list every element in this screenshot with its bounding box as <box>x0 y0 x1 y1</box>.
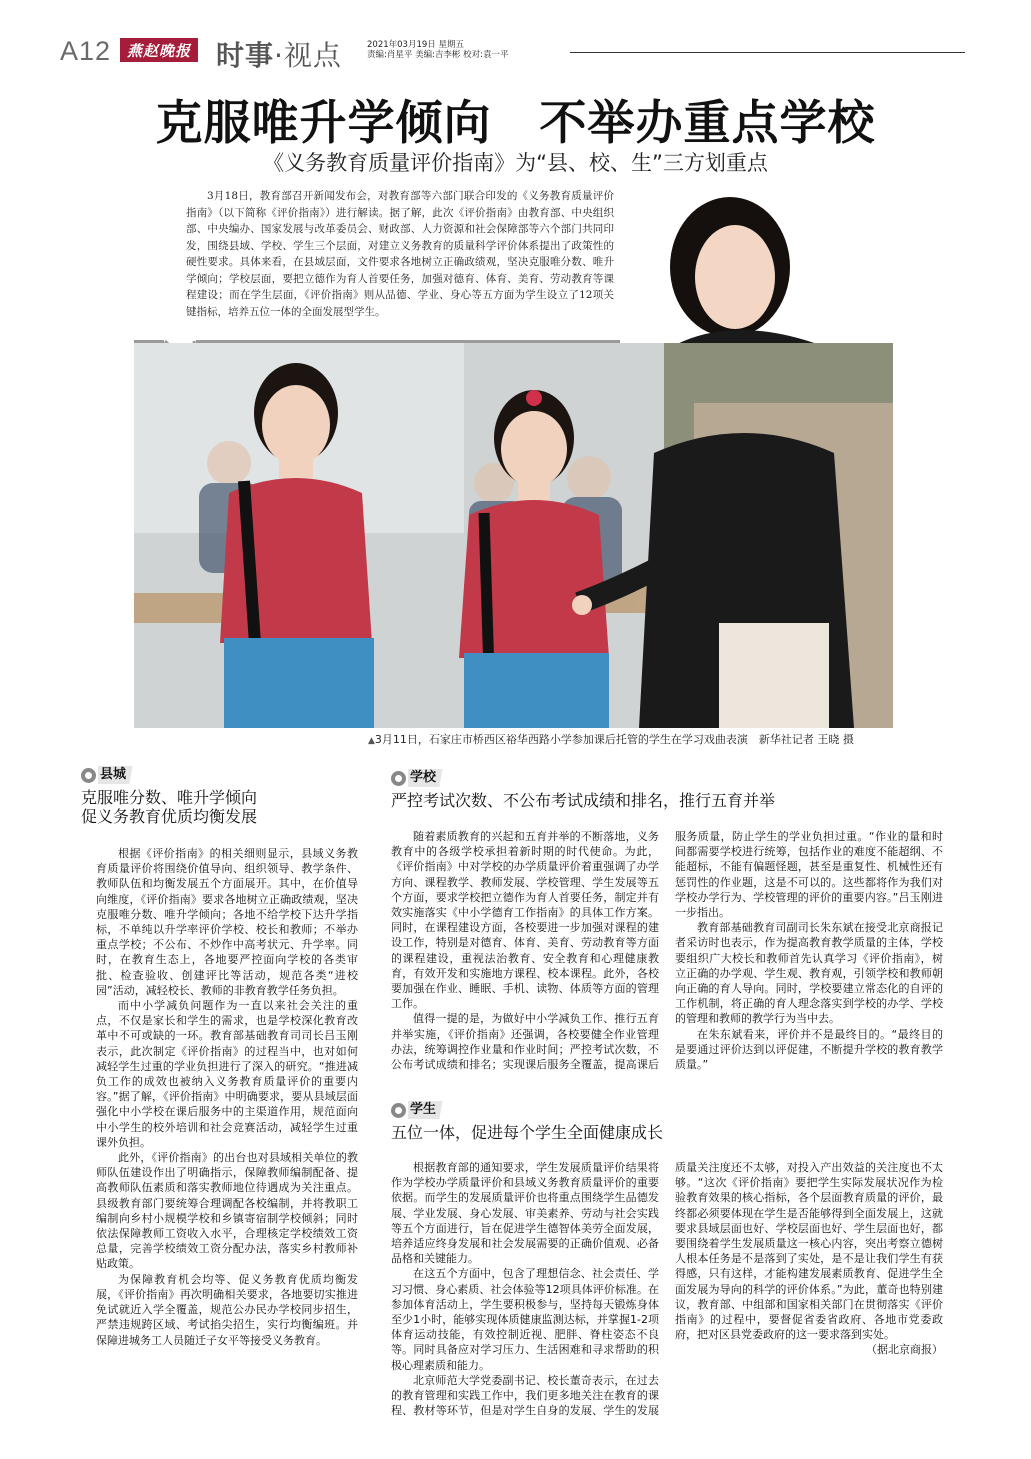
subheadline: 《义务教育质量评价指南》为“县、校、生”三方划重点 <box>263 151 768 175</box>
paragraph: 为保障教育机会均等、促义务教育优质均衡发展，《评价指南》再次明确相关要求，各地要切实推进免试就近入学全覆盖，规范公办民办学校同步招生，严禁违规跨区域、考试掐尖招生，实行均衡编班。并保障进城务工人员随迁子女平等接受义务教育。 <box>96 1272 358 1347</box>
paragraph: 在朱东斌看来，评价并不是最终目的。“最终目的是要通过评价达到以评促建，不断提升学校的教育教学质量。” <box>675 1027 943 1072</box>
section-tag-label: 学生 <box>408 1101 448 1119</box>
news-photo <box>134 343 893 728</box>
page-number: A12 <box>60 36 112 66</box>
ring-icon <box>391 771 406 786</box>
masthead <box>60 28 965 72</box>
credit: （据北京商报） <box>866 1343 943 1357</box>
section-tag-county <box>81 765 138 785</box>
section-tag-label: 县城 <box>98 766 138 784</box>
article-columns-student <box>391 1160 943 1422</box>
paragraph: 此外，《评价指南》的出台也对县域相关单位的教师队伍建设作出了明确指示，保障教师编制配备、提高教师队伍素质和落实教师地位待遇成为关注重点。县级教育部门要统筹合理调配各校编制，并将教职工编制向乡村小规模学校和乡镇寄宿制学校倾斜；同时依法保障教师工资收入水平，合理核定学校绩效工资总量，完善学校绩效工资分配办法，落实乡村教师补贴政策。 <box>96 1151 358 1271</box>
section-title-line: 严控考试次数、不公布考试成绩和排名，推行五育并举 <box>391 791 776 810</box>
ring-icon <box>391 1103 406 1118</box>
paragraph: 北京师范大学党委副书记、校长董奇表示，在过去的教育管理和实践工作中，我们更多地关注在教育的课程、教材等环节，但是对学生自身的发展、学生的发展质量关注度还不太够，对投入产出效益的关注度也不太够。“这次《评价指南》要把学生实际发展状况作为检验教育效果的核心指标，各个层面教育质量的评价，最终都必须要体现在学生是否能够得到全面发展上，这就要求县域层面也好、学校层面也好、学生层面也好，都要围绕着学生发展质量这一核心内容，突出考察立德树人根本任务是不是落到了实处，是不是让我们学生有获得感，只有这样，才能构建发展素质教育、促进学生全面发展为导向的科学的评价体系。”为此，董奇也特别建议，教育部、中组部和国家相关部门在贯彻落实《评价指南》的过程中，要督促省委省政府、各地市党委政府，把对区县党委政府的这一要求落到实处。 <box>391 1161 943 1418</box>
paragraph: 而中小学减负问题作为一直以来社会关注的重点，不仅是家长和学生的需求，也是学校深化教育改革中不可或缺的一环。教育部基础教育司司长吕玉刚表示，此次制定《评价指南》的过程当中，也对如何减轻学生过重的学业负担进行了深入的研究。“推进减负工作的成效也被纳入义务教育质量评价的重要内容。”据了解，《评价指南》中明确要求，要从县域层面强化中小学校在课后服务中的主渠道作用，规范面向中小学生的校外培训和社会竞赛活动，减轻学生过重课外负担。 <box>96 999 358 1149</box>
section-title-student <box>391 1123 681 1142</box>
section-tag-label: 学校 <box>408 769 448 787</box>
paragraph: 根据《评价指南》的相关细则显示，县域义务教育质量评价将围绕价值导向、组织领导、教学条件、教师队伍和均衡发展五个方面展开。其中，在价值导向维度，《评价指南》要求各地树立正确政绩观，坚决克服唯分数、唯升学倾向；各地不给学校下达升学指标，不单纯以升学率评价学校、校长和教师；不举办重点学校；不公布、不炒作中高考状元、升学率。同时，在教育生态上，各地要严控面向学校的各类审批、检查验收、创建评比等活动，规范各类“进校园”活动，减轻校长、教师的非教育教学任务负担。 <box>96 847 358 997</box>
staff-credits: 责编:肖星平 美编:吉李彬 校对:袁一平 <box>367 50 509 60</box>
photo-caption <box>368 731 854 747</box>
header-rule <box>570 52 965 53</box>
newspaper-logo: 燕赵晚报 <box>120 38 198 62</box>
section-tag-school <box>391 768 448 788</box>
issue-date: 2021年03月19日 星期五 <box>367 40 464 50</box>
paragraph: 值得一提的是，为做好中小学减负工作、推行五育并举实施，《评价指南》还强调，各校要健全作业管理办法，统筹调控作业量和作业时间；严控考试次数，不公布考试成绩和排名；实现课后服务全覆盖，提高课后服务质量，防止学生的学业负担过重。“作业的量和时间都需要学校进行统筹，包括作业的难度不能超纲、不能超标，不能有偏题怪题，甚至是重复性、机械性还有惩罚性的作业题，这是不可以的。这些都将作为我们对学校办学行为、学校管理的评价的重要内容。”吕玉刚进一步指出。 <box>391 830 943 1072</box>
section-title-line: 五位一体，促进每个学生全面健康成长 <box>391 1123 664 1142</box>
news-photo-top-overflow <box>620 195 893 345</box>
section-light: 视点 <box>283 39 342 72</box>
photo-caption-text: 3月11日，石家庄市桥西区裕华西路小学参加课后托管的学生在学习戏曲表演 新华社记者 王晓 摄 <box>374 733 854 746</box>
article-column-county <box>96 846 358 1348</box>
section-title-line: 促义务教育优质均衡发展 <box>81 807 258 826</box>
paragraph: 教育部基础教育司副司长朱东斌在接受北京商报记者采访时也表示，作为提高教育教学质量的主体，学校要组织广大校长和教师首先认真学习《评价指南》，树立正确的办学观、学生观、教育观，引领学校和教师朝向正确的育人导向。同时，学校要建立常态化的自评的工作机制，将正确的育人理念落实到学校的办学、学校的管理和教师的教学行为当中去。 <box>675 921 943 1026</box>
section-bold: 时事 <box>216 39 275 72</box>
section-separator: · <box>274 39 284 72</box>
intro-paragraph: 3月18日，教育部召开新闻发布会，对教育部等六部门联合印发的《义务教育质量评价指南》（以下简称《评价指南》）进行解读。据了解，此次《评价指南》由教育部、中央组织部、中央编办、国家发展与改革委员会、财政部、人力资源和社会保障部等六个部门共同印发，围绕县域、学校、学生三个层面，对建立义务教育的质量科学评价体系提出了政策性的硬性要求。具体来看，在县域层面，文件要求各地树立正确政绩观，坚决克服唯分数、唯升学倾向；学校层面，要把立德作为育人首要任务，加强对德育、体育、美育、劳动教育等课程建设；而在学生层面，《评价指南》则从品德、学业、身心等五方面为学生设立了12项关键指标，培养五位一体的全面发展型学生。 <box>186 190 614 318</box>
section-title-school <box>391 791 951 810</box>
paragraph: 根据教育部的通知要求，学生发展质量评价结果将作为学校办学质量评价和县域义务教育质量评价的重要依据。而学生的发展质量评价也将重点围绕学生品德发展、学业发展、身心发展、审美素养、劳动与社会实践等五个方面进行，旨在促进学生德智体美劳全面发展，培养适应终身发展和社会发展需要的正确价值观、必备品格和关键能力。 <box>391 1161 659 1266</box>
issue-meta <box>367 40 509 60</box>
section-title-line: 克服唯分数、唯升学倾向 <box>81 788 258 807</box>
headline: 克服唯升学倾向 不举办重点学校 <box>155 96 876 151</box>
triangle-up-icon: ▲ <box>368 736 375 746</box>
ring-icon <box>81 768 96 783</box>
section-name <box>216 34 342 74</box>
section-tag-student <box>391 1100 448 1120</box>
paragraph: 在这五个方面中，包含了理想信念、社会责任、学习习惯、身心素质、社会体验等12项具体评价标准。在参加体育活动上，学生要积极参与，坚持每天锻炼身体至少1小时，能够实现体质健康监测达标，并掌握1-2项体育运动技能，有效控制近视、肥胖、脊柱姿态不良等。同时具备应对学习压力、生活困难和寻求帮助的积极心理素质和能力。 <box>391 1267 659 1372</box>
article-columns-school <box>391 829 943 1077</box>
section-title-county <box>81 788 371 826</box>
paragraph: 随着素质教育的兴起和五育并举的不断落地，义务教育中的各级学校承担着新时期的时代使命。为此，《评价指南》中对学校的办学质量评价着重强调了办学方向、课程教学、教师发展、学校管理、学生发展等五个方面，要求学校把立德作为育人首要任务，制定并有效实施落实《中小学德育工作指南》的具体工作方案。同时，在课程建设方面，各校要进一步加强对课程的建设工作，特别是对德育、体育、美育、劳动教育等方面的课程建设，重视法治教育、安全教育和心理健康教育，有效开发和实施地方课程、校本课程。此外，各校要加强在作业、睡眠、手机、读物、体质等方面的管理工作。 <box>391 830 659 1011</box>
